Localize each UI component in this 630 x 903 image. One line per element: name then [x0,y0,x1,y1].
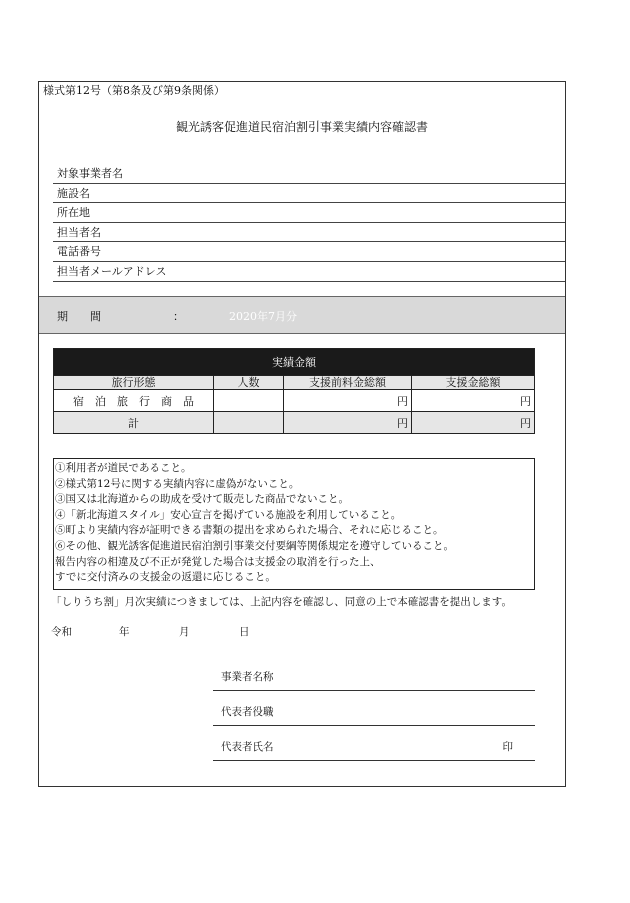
date-day[interactable]: 日 [239,626,250,638]
conditions-box [53,458,535,590]
header-people: 人数 [214,376,284,390]
period-label: 期 間 [57,310,101,323]
declaration-text: 「しりうち割」月次実績につきましては、上記内容を確認し、同意の上で本確認書を提出します。 [51,596,512,608]
yen-unit: 円 [520,394,531,408]
condition-item: ④「新北海道スタイル」安心宣言を掲げている施設を利用していること。 [55,508,402,521]
condition-item: ⑤町より実績内容が証明できる書類の提出を求められた場合、それに応じること。 [55,524,444,537]
form-page [38,81,566,787]
condition-item: ③国又は北海道からの助成を受けて販売した商品でないこと。 [55,493,349,506]
info-field-business-name[interactable]: 対象事業者名 [53,164,565,184]
cell-product-people[interactable] [214,390,284,412]
company-name-label: 事業者名称 [221,671,274,683]
info-field-email[interactable]: 担当者メールアドレス [53,262,565,282]
document-title: 観光誘客促進道民宿泊割引事業実績内容確認書 [175,120,428,134]
signature-rep-name[interactable] [213,736,535,761]
cell-total-support [412,412,535,434]
cell-product-pre-total[interactable] [284,390,412,412]
row-total-label: 計 [54,412,214,434]
condition-item: 報告内容の相違及び不正が発覚した場合は支援金の取消を行った上、 [55,555,381,568]
info-field-facility-name[interactable]: 施設名 [53,184,565,204]
info-field-phone[interactable]: 電話番号 [53,242,565,262]
period-band [39,296,565,334]
condition-item: ②様式第12号に関する実績内容に虚偽がないこと。 [55,477,300,490]
condition-item: すでに交付済みの支援金の返還に応じること。 [55,571,276,584]
cell-product-support[interactable] [412,390,535,412]
form-number: 様式第12号（第8条及び第9条関係） [43,84,225,97]
yen-unit: 円 [397,394,408,408]
yen-unit: 円 [520,416,531,430]
signature-rep-title[interactable] [213,701,535,726]
signature-company[interactable] [213,666,535,691]
header-travel-type: 旅行形態 [54,376,214,390]
cell-total-pre-total [284,412,412,434]
condition-item: ⑥その他、観光誘客促進道民宿泊割引事業交付要綱等関係規定を遵守していること。 [55,539,454,552]
yen-unit: 円 [397,416,408,430]
seal-mark: 印 [502,741,513,753]
condition-item: ①利用者が道民であること。 [55,462,192,474]
rep-title-label: 代表者役職 [221,706,274,718]
header-pre-support-total: 支援前料金総額 [284,376,412,390]
amount-table-title: 実績金額 [54,349,535,376]
period-value: 2020年7月分 [229,310,297,323]
info-field-address[interactable]: 所在地 [53,203,565,223]
info-field-contact-name[interactable]: 担当者名 [53,223,565,243]
row-product-label: 宿 泊 旅 行 商 品 [54,390,214,412]
date-year[interactable]: 年 [119,626,130,638]
date-era: 令和 [51,626,72,638]
info-fields [53,164,565,282]
date-month[interactable]: 月 [179,626,190,638]
period-colon: ： [173,310,184,323]
header-support-total: 支援金総額 [412,376,535,390]
cell-total-people [214,412,284,434]
rep-name-label: 代表者氏名 [221,741,274,753]
amount-table [53,348,535,434]
